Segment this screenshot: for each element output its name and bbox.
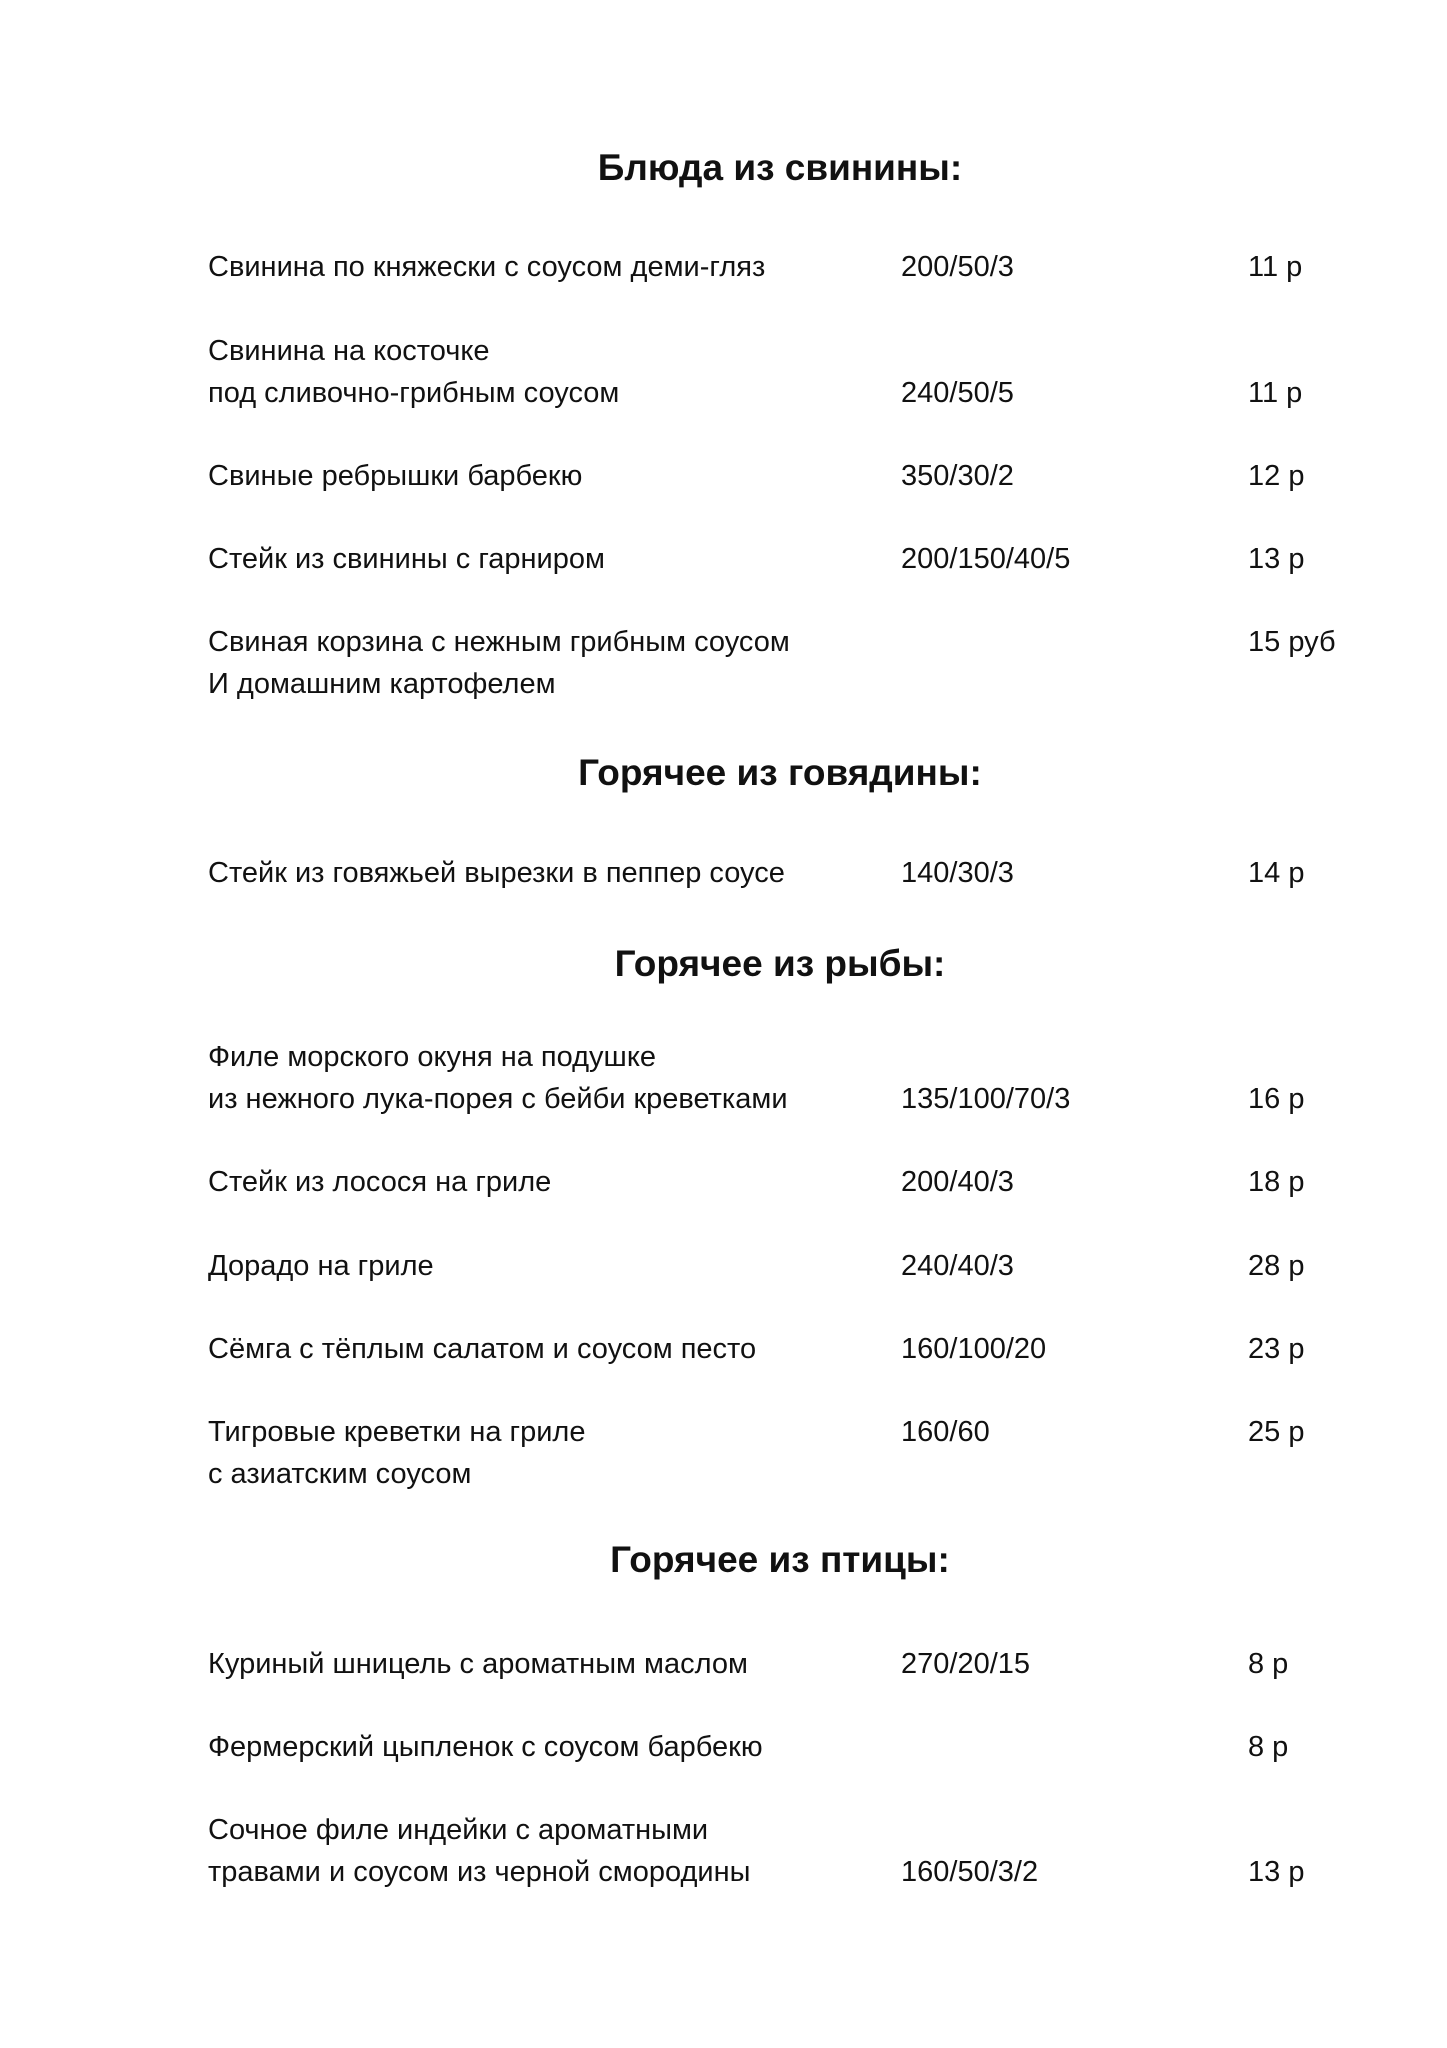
item-weight: 350/30/2 bbox=[901, 460, 1014, 492]
item-name: Стейк из лосося на гриле bbox=[208, 1166, 552, 1198]
section-title-beef: Горячее из говядины: bbox=[578, 752, 982, 793]
item-name: Стейк из свинины с гарниром bbox=[208, 543, 605, 575]
item-name: Сочное филе индейки с ароматными травами и соусом из черной смородины bbox=[208, 1814, 751, 1888]
item-weight: 200/50/3 bbox=[901, 251, 1014, 283]
item-name: Тигровые креветки на гриле с азиатским соусом bbox=[208, 1416, 586, 1490]
item-name: Сёмга с тёплым салатом и соусом песто bbox=[208, 1333, 757, 1365]
item-name: Филе морского окуня на подушке из нежного лука-порея с бейби креветками bbox=[208, 1041, 788, 1115]
item-price: 13 р bbox=[1248, 543, 1305, 575]
item-weight: 240/50/5 bbox=[901, 377, 1014, 409]
item-price: 15 руб bbox=[1248, 626, 1336, 658]
item-name: Свиные ребрышки барбекю bbox=[208, 460, 583, 492]
item-price: 23 р bbox=[1248, 1333, 1305, 1365]
item-price: 8 р bbox=[1248, 1731, 1289, 1763]
item-weight: 140/30/3 bbox=[901, 857, 1014, 889]
item-name: Куриный шницель с ароматным маслом bbox=[208, 1648, 748, 1680]
item-weight: 200/40/3 bbox=[901, 1166, 1014, 1198]
item-name: Дорадо на гриле bbox=[208, 1250, 434, 1282]
item-weight: 270/20/15 bbox=[901, 1648, 1031, 1680]
section-title-pork: Блюда из свинины: bbox=[597, 147, 963, 188]
item-name: Свинина по княжески с соусом деми-гляз bbox=[208, 251, 766, 283]
item-weight: 160/50/3/2 bbox=[901, 1856, 1039, 1888]
item-price: 8 р bbox=[1248, 1648, 1289, 1680]
item-price: 14 р bbox=[1248, 857, 1305, 889]
item-price: 25 р bbox=[1248, 1416, 1305, 1448]
item-price: 12 р bbox=[1248, 460, 1305, 492]
item-price: 11 р bbox=[1248, 251, 1303, 283]
item-name: Свинина на косточке под сливочно-грибным соусом bbox=[208, 335, 620, 409]
item-price: 16 р bbox=[1248, 1083, 1305, 1115]
item-weight: 160/100/20 bbox=[901, 1333, 1047, 1365]
item-price: 11 р bbox=[1248, 377, 1303, 409]
item-weight: 240/40/3 bbox=[901, 1250, 1014, 1282]
section-title-poultry: Горячее из птицы: bbox=[610, 1539, 950, 1580]
item-name: Свиная корзина с нежным грибным соусом И домашним картофелем bbox=[208, 626, 790, 700]
item-name: Стейк из говяжьей вырезки в пеппер соусе bbox=[208, 857, 785, 889]
item-weight: 160/60 bbox=[901, 1416, 990, 1448]
item-weight: 135/100/70/3 bbox=[901, 1083, 1071, 1115]
section-title-fish: Горячее из рыбы: bbox=[614, 943, 946, 984]
item-price: 18 р bbox=[1248, 1166, 1305, 1198]
item-price: 28 р bbox=[1248, 1250, 1305, 1282]
item-weight: 200/150/40/5 bbox=[901, 543, 1071, 575]
item-name: Фермерский цыпленок с соусом барбекю bbox=[208, 1731, 763, 1763]
item-price: 13 р bbox=[1248, 1856, 1305, 1888]
